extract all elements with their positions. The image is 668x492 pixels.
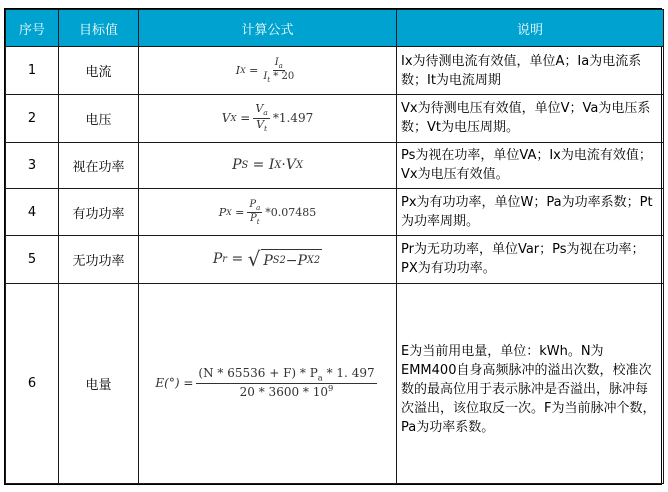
row-description: Ps为视在功率，单位VA；Ix为电流有效值；Vx为电压有效值。 (397, 142, 664, 188)
row-number: 1 (6, 47, 59, 95)
header-row (6, 10, 664, 47)
table-row (6, 283, 664, 483)
table-row (6, 142, 664, 188)
formula-voltage: V X = $\frac{V_a}{V_t}$ *1.497 (221, 101, 314, 134)
row-target: 有功功率 (59, 188, 139, 235)
row-number: 3 (6, 142, 59, 188)
formula-active-power: P X = $\frac{P_a}{P_t}$ *0.07485 (218, 198, 317, 226)
row-formula (139, 47, 397, 95)
row-number: 6 (6, 283, 59, 483)
row-number: 4 (6, 188, 59, 235)
formula-current: I X = $\frac{I_a}{I_t * 20}$ (235, 57, 295, 85)
row-target: 电压 (59, 95, 139, 142)
header-no: 序号 (6, 10, 59, 47)
row-description: Px为有功功率，单位W；Pa为功率系数；Pt为功率周期。 (397, 188, 664, 235)
row-formula (139, 283, 397, 483)
table-row (6, 47, 664, 95)
formula-table (4, 8, 662, 485)
table-row (6, 236, 664, 283)
row-formula (139, 142, 397, 188)
header-target: 目标值 (59, 10, 139, 47)
row-target: 无功功率 (59, 236, 139, 283)
table-row (6, 188, 664, 235)
square-root-icon: √ (247, 247, 261, 272)
row-description: E为当前用电量，单位：kWh。N为EMM400自身高频脉冲的溢出次数，校准次数的最高位用于表示脉冲是否溢出，脉冲每次溢出，该位取反一次。F为当前脉冲个数，Pa为功率系数。 (397, 283, 664, 483)
row-description: Pr为无功功率，单位Var；Ps为视在功率；PX为有功功率。 (397, 236, 664, 283)
formula-reactive-power: P r = √ P S 2 − P X 2 (212, 247, 321, 272)
row-target: 电流 (59, 47, 139, 95)
row-formula (139, 95, 397, 142)
formula-apparent-power: P S = I X · V X (232, 157, 303, 174)
header-formula: 计算公式 (139, 10, 397, 47)
row-number: 5 (6, 236, 59, 283)
row-formula (139, 188, 397, 235)
row-description: Ix为待测电流有效值，单位A；Ia为电流系数；It为电流周期 (397, 47, 664, 95)
row-description: Vx为待测电压有效值，单位V；Va为电压系数；Vt为电压周期。 (397, 95, 664, 142)
row-number: 2 (6, 95, 59, 142)
row-formula (139, 236, 397, 283)
row-target: 电量 (59, 283, 139, 483)
formula-energy: E(°) = $\frac{(N * 65536 + F) * P_a * 1. 497}{20 * 3600 * 10^9}$ (155, 365, 375, 399)
header-description: 说明 (397, 10, 664, 47)
table-row (6, 95, 664, 142)
row-target: 视在功率 (59, 142, 139, 188)
